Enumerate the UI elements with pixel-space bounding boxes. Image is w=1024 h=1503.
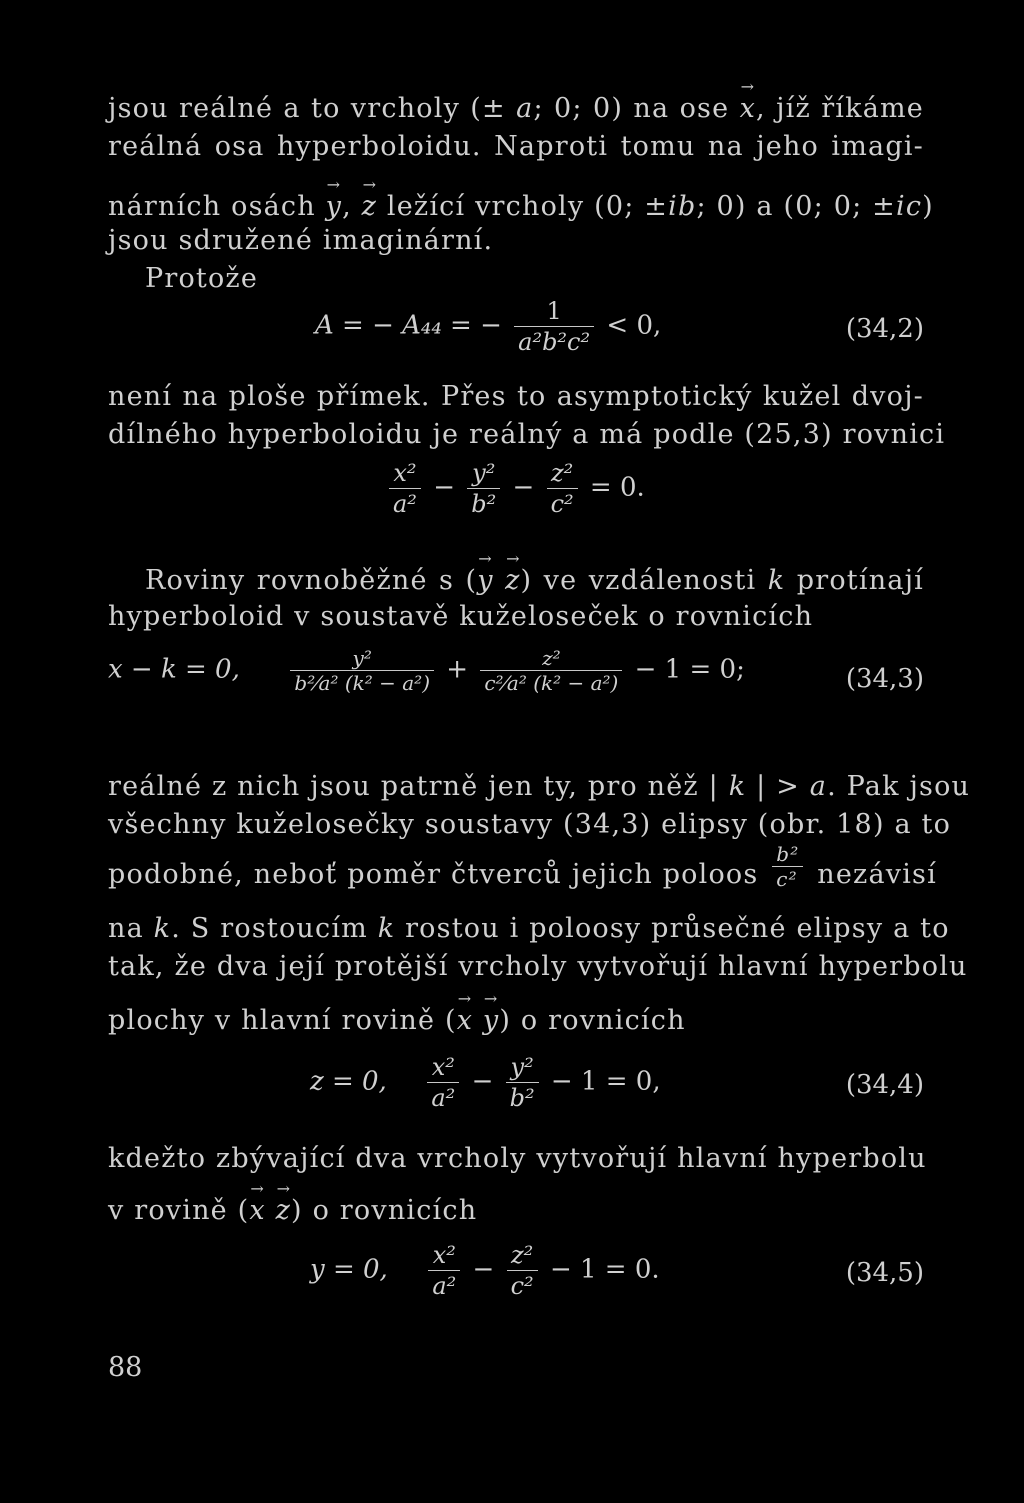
fraction: $\frac{\text{y²}}{\text{b²}}$ [506, 1052, 539, 1113]
text-line-14: tak, že dva její protější vrcholy vytvořují hlavní hyperbolu [108, 951, 968, 982]
fraction: $\frac{\text{x²}}{\text{a²}}$ [428, 1240, 460, 1301]
text-line-9: hyperboloid v soustavě kuželoseček o rovnicích [108, 601, 814, 632]
text-line-17: v rovině (→ x → z) o rovnicích [108, 1194, 924, 1228]
text-line-10: reálné z nich jsou patrně jen ty, pro něž | k | > a. Pak jsou [108, 771, 971, 802]
vector-z: → z [276, 1194, 291, 1228]
text-line-15: plochy v hlavní rovině (→ x → y) o rovnicích [108, 1004, 924, 1038]
vector-y: → y [483, 1004, 499, 1038]
text-line-13: na k. S rostoucím k rostou i poloosy průsečné elipsy a to [108, 913, 950, 944]
equation-number: (34,2) [845, 314, 924, 344]
equation-34-3: x − k = 0, $\frac{\text{y²}}{\text{b²⁄a² (k² − a²)}}$ + $\frac{\text{z²}}{\text{c²⁄a² (k² − a²)}}$ − 1 = 0; [108, 646, 745, 695]
text-line-6: není na ploše přímek. Přes to asymptotický kužel dvoj- [108, 381, 924, 412]
text-line-7: dílného hyperboloidu je reálný a má podle (25,3) rovnici [108, 419, 946, 450]
text-line-16: kdežto zbývající dva vrcholy vytvořují hlavní hyperbolu [108, 1143, 927, 1174]
page-number: 88 [108, 1352, 143, 1383]
vector-y: → y [326, 190, 342, 224]
equation-cone: $\frac{\text{x²}}{\text{a²}}$ − $\frac{\text{y²}}{\text{b²}}$ − $\frac{\text{z²}}{\text{c²}}$ = 0. [385, 458, 645, 519]
text-line-5: Protože [145, 263, 259, 294]
fraction: $\frac{\text{y²}}{\text{b²⁄a² (k² − a²)}}$ [290, 646, 434, 695]
equation-34-2: A = − A₄₄ = − $\frac{1}{\text{a²b²c²}}$ < 0, [315, 297, 662, 356]
text-line-4: jsou sdružené imaginární. [108, 225, 494, 256]
equation-34-4: z = 0, $\frac{\text{x²}}{\text{a²}}$ − $\frac{\text{y²}}{\text{b²}}$ − 1 = 0, [310, 1053, 661, 1112]
fraction: $\frac{\text{x²}}{\text{a²}}$ [427, 1052, 459, 1113]
fraction: $\frac{1}{\text{a²b²c²}}$ [514, 296, 594, 357]
text-line-3: nárních osách → y, → z ležící vrcholy (0; ±ib; 0) a (0; 0; ±ic) [108, 190, 924, 224]
text-line-1: jsou reálné a to vrcholy (± a; 0; 0) na ose → x, jíž říkáme [108, 92, 924, 126]
vector-z: → z [505, 564, 520, 598]
text-line-2: reálná osa hyperboloidu. Naproti tomu na jeho imagi- [108, 131, 924, 162]
fraction: $\frac{\text{z²}}{\text{c²}}$ [507, 1240, 538, 1301]
text-line-8: Roviny rovnoběžné s (→ y → z) ve vzdálenosti k protínají [145, 564, 924, 598]
vector-x: → x [249, 1194, 265, 1228]
fraction: $\frac{\text{b²}}{\text{c²}}$ [772, 842, 803, 891]
text-line-11: všechny kuželosečky soustavy (34,3) elipsy (obr. 18) a to [108, 809, 952, 840]
fraction: $\frac{\text{x²}}{\text{a²}}$ [389, 458, 421, 519]
equation-number: (34,4) [845, 1070, 924, 1100]
fraction: $\frac{\text{z²}}{\text{c²⁄a² (k² − a²)}}$ [480, 646, 622, 695]
vector-z: → z [362, 190, 377, 224]
vector-y: → y [477, 564, 493, 598]
vector-x: → x [457, 1004, 473, 1038]
equation-number: (34,5) [845, 1258, 924, 1288]
vector-x: → x [740, 92, 756, 126]
equation-number: (34,3) [845, 664, 924, 694]
equation-34-5: y = 0, $\frac{\text{x²}}{\text{a²}}$ − $\frac{\text{z²}}{\text{c²}}$ − 1 = 0. [310, 1241, 660, 1300]
fraction: $\frac{\text{z²}}{\text{c²}}$ [547, 458, 578, 519]
text-line-12: podobné, neboť poměr čtverců jejich poloos $\frac{\text{b²}}{\text{c²}}$ nezávisí [108, 842, 937, 891]
fraction: $\frac{\text{y²}}{\text{b²}}$ [467, 458, 500, 519]
